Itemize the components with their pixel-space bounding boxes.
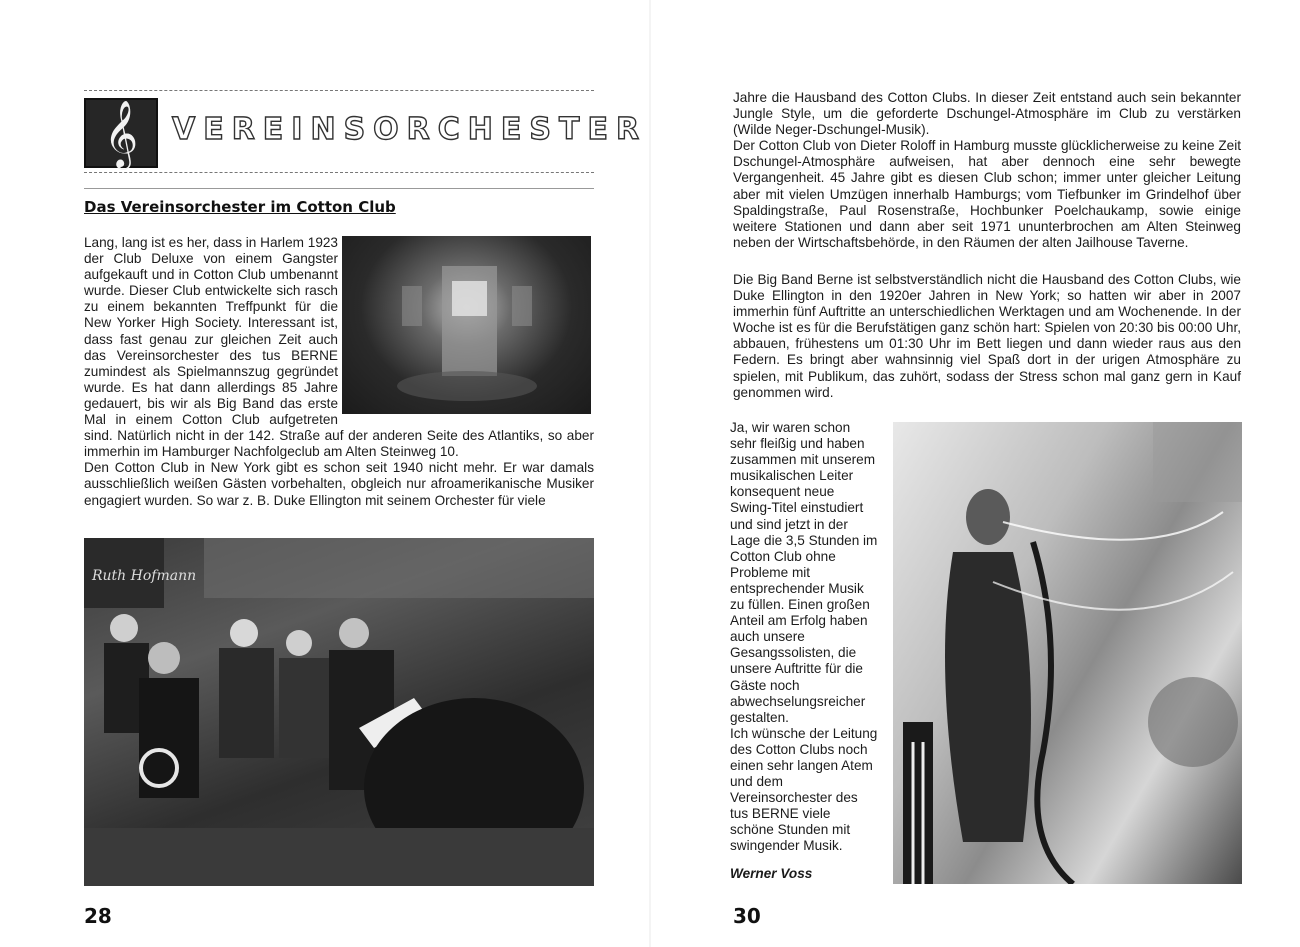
- right-text-mid: [733, 272, 1241, 401]
- section-title: Das Vereinsorchester im Cotton Club: [84, 198, 396, 216]
- left-paragraph-1: Lang, lang ist es her, dass in Harlem 1923 der Club Deluxe von einem Gangster aufgekauft und in Cotton Club umbenannt wurde. Dieser Club entwickelte sich rasch zu einem bekannten Treffpunkt für die New Yorker High Society. Interessant ist, dass fast genau zur gleichen Zeit auch das Vereinsorchester des tus BERNE zumindest als Spielmannszug gegründet wurde. Es hat dann allerdings 85 Jahre gedauert, bis wir als Big Band das erste Mal in einem Cotton Club aufgetreten sind. Natürlich nicht in der 142. Straße auf der anderen Seite des Atlantiks, so aber immerhin im Hamburger Nachfolgeclub am Alten Steinweg 10.: [84, 235, 594, 460]
- header-rule-bottom: [84, 172, 594, 173]
- page-number-left: 28: [84, 904, 112, 928]
- right-text-top: [733, 90, 1241, 251]
- section-divider: [84, 188, 594, 189]
- bassist-photo: [893, 422, 1242, 884]
- header-rule-top: [84, 90, 594, 91]
- right-paragraph-5: Ich wünsche der Leitung des Cotton Clubs noch einen sehr langen Atem und dem Vereinsorchester des tus BERNE viele schöne Stunden mit swingender Musik.: [730, 725, 878, 854]
- right-paragraph-4: Ja, wir waren schon sehr fleißig und haben zusammen mit unserem musikalischen Leiter konsequent neue Swing-Titel einstudiert und sind jetzt in der Lage die 3,5 Stunden im Cotton Club ohne Probleme mit entsprechender Musik zu füllen. Einen großen Anteil am Erfolg haben auch unsere Gesangssolisten, die unsere Auftritte für die Gäste noch abwechselungsreicher gestalten.: [730, 420, 878, 725]
- header-title: VEREINSORCHESTER: [172, 112, 648, 147]
- author-signature: Werner Voss: [730, 866, 813, 881]
- left-paragraph-2: Den Cotton Club in New York gibt es schon seit 1940 nicht mehr. Er war damals ausschließlich weißen Gästen vorbehalten, obgleich nur afroamerikanische Musiker engagiert wurden. So war z. B. Duke Ellington mit seinem Orchester für viele: [84, 460, 594, 508]
- treble-clef-icon: 𝄞: [84, 98, 158, 168]
- club-entrance-photo: [342, 236, 591, 414]
- right-paragraph-1: Jahre die Hausband des Cotton Clubs. In dieser Zeit entstand auch sein bekannter Jungle Style, um die geforderte Dschungel-Atmosphäre im Club zu verstärken (Wilde Neger-Dschungel-Musik).: [733, 90, 1241, 138]
- right-paragraph-2: Der Cotton Club von Dieter Roloff in Hamburg musste glücklicherweise zu keine Zeit Dschungel-Atmosphäre aufweisen, hat aber dennoch eine sehr bewegte Vergangenheit. 45 Jahre gibt es diesen Club schon; immer unter gleicher Leitung aber mit vielen Umzügen innerhalb Hamburgs; vom Tiefbunker im Grindelhof über Spaldingstraße, Paul Rosenstraße, Hochbunker Poelchaukamp, sowie einige weitere Stationen und dann aber seit 1971 ununterbrochen am Alten Steinweg neben der Wirtschaftsbehörde, in den Räumen der alten Jailhouse Taverne.: [733, 138, 1241, 250]
- page-number-right: 30: [733, 904, 761, 928]
- big-band-photo: [84, 538, 594, 886]
- band-photo-caption: Ruth Hofmann: [92, 568, 197, 584]
- right-text-narrow: [730, 420, 878, 855]
- right-paragraph-3: Die Big Band Berne ist selbstverständlich nicht die Hausband des Cotton Clubs, wie Duke Ellington in den 1920er Jahren in New York; so hatten wir aber in 2007 immerhin fünf Auftritte an unterschiedlichen Werktagen und am Wochenende. In der Woche ist es für die Berufstätigen ganz schön hart: Spielen von 20:30 bis 00:00 Uhr, abbauen, frühestens um 01:30 Uhr im Bett liegen und dann wieder raus aus den Federn. Es bringt aber wahnsinnig viel Spaß dort in der urigen Atmosphäre zu spielen, mit Publikum, das zuhört, sodass der Stress schon mal ganz gern in Kauf genommen wird.: [733, 272, 1241, 400]
